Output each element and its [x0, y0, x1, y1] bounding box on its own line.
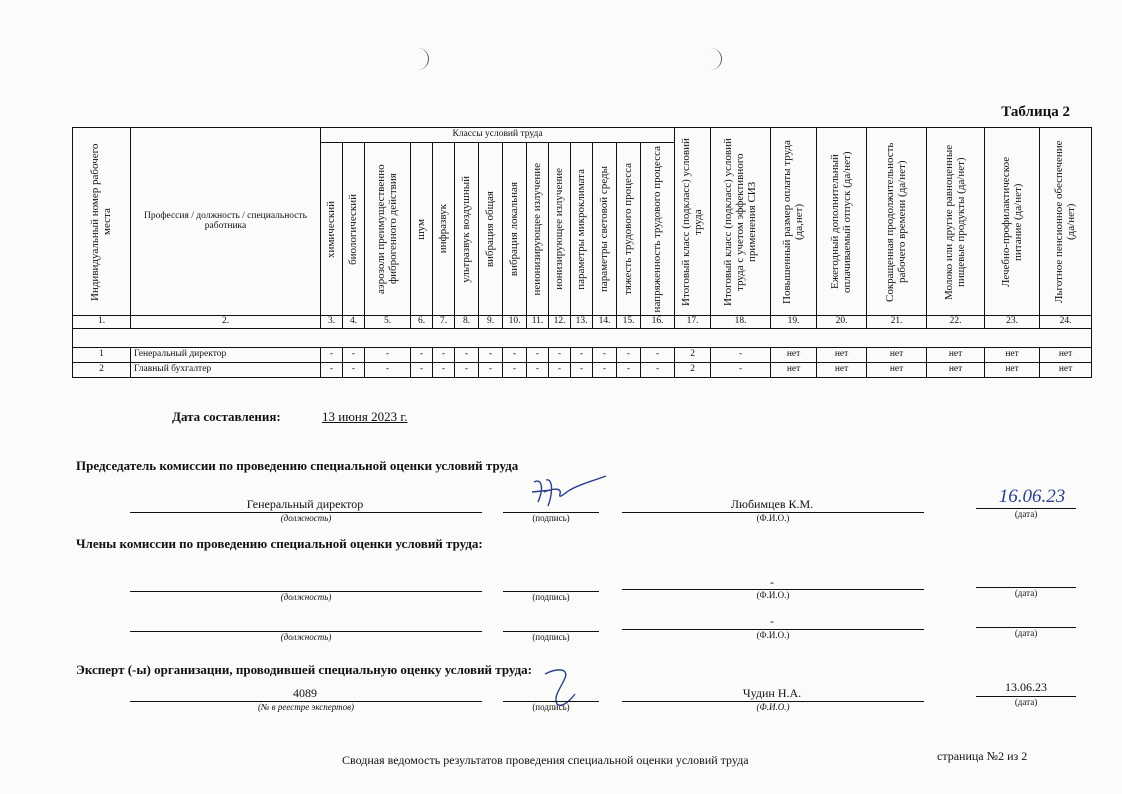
header-milk: Молоко или другие равноценные пищевые продукты (да/нет) [927, 128, 985, 316]
table-cell: - [617, 363, 641, 378]
header-extra-pay: Повышенный размер оплаты труда (да,нет) [771, 128, 817, 316]
header-factor: параметры световой среды [593, 143, 617, 316]
column-number-cell: 8. [455, 316, 479, 329]
column-number-cell: 23. [985, 316, 1040, 329]
header-factor: вибрация общая [479, 143, 503, 316]
column-number-cell: 10. [503, 316, 527, 329]
table-row [73, 348, 1092, 363]
header-factor: химический [321, 143, 343, 316]
column-number-cell: 4. [343, 316, 365, 329]
table-cell: - [711, 348, 771, 363]
table-cell: - [343, 363, 365, 378]
member-signature-caption: (подпись) [532, 592, 570, 602]
chairman-date: 16.06.23 [998, 486, 1066, 507]
footer-title: Сводная ведомость результатов проведения специальной оценки условий труда [342, 753, 749, 767]
header-factor: неионизирующее излучение [527, 143, 549, 316]
table-cell: нет [817, 363, 867, 378]
table-cell: - [593, 363, 617, 378]
header-factor: вибрация локальная [503, 143, 527, 316]
table-cell: - [479, 363, 503, 378]
header-factor: шум [411, 143, 433, 316]
punch-hole-right [707, 48, 722, 70]
expert-signature-caption: (подпись) [532, 702, 570, 712]
header-treatment-food: Лечебно-профилактическое питание (да/нет) [985, 128, 1040, 316]
member-date-caption: (дата) [1014, 588, 1038, 598]
table-cell: - [411, 348, 433, 363]
header-workplace-number: Индивидуальный номер рабочего места [73, 128, 131, 316]
column-number-cell: 17. [675, 316, 711, 329]
table-cell: нет [1040, 348, 1092, 363]
table-cell: нет [927, 348, 985, 363]
table-cell: - [321, 363, 343, 378]
column-number-cell: 24. [1040, 316, 1092, 329]
expert-name: Чудин Н.А. [742, 686, 802, 700]
header-factor: биологический [343, 143, 365, 316]
column-number-cell: 12. [549, 316, 571, 329]
table-cell: - [455, 348, 479, 363]
header-factor: инфразвук [433, 143, 455, 316]
table-cell: - [503, 348, 527, 363]
table-cell: нет [867, 363, 927, 378]
column-number-row [73, 316, 1092, 329]
table-cell: - [571, 363, 593, 378]
table-cell: 2 [73, 363, 131, 378]
chairman-position: Генеральный директор [246, 497, 364, 511]
column-number-cell: 22. [927, 316, 985, 329]
chairman-position-caption: (должность) [280, 513, 332, 523]
table-cell: - [365, 363, 411, 378]
table-cell: - [433, 348, 455, 363]
member-position-caption: (должность) [280, 632, 332, 642]
table-cell: - [411, 363, 433, 378]
table-cell-profession: Генеральный директор [131, 348, 321, 363]
table-cell: - [549, 363, 571, 378]
expert-date: 13.06.23 [1005, 680, 1047, 694]
chairman-name-caption: (Ф.И.О.) [756, 513, 790, 523]
column-number-cell: 20. [817, 316, 867, 329]
table-cell: - [711, 363, 771, 378]
table-cell: нет [771, 363, 817, 378]
header-profession: Профессия / должность / специальность работника [131, 128, 321, 316]
member-name-caption: (Ф.И.О.) [756, 590, 790, 600]
footer-page-number: страница №2 из 2 [937, 749, 1028, 763]
table-cell: - [527, 348, 549, 363]
expert-name-caption: (Ф.И.О.) [756, 702, 790, 712]
table-cell: нет [771, 348, 817, 363]
column-number-cell: 19. [771, 316, 817, 329]
column-number-cell: 11. [527, 316, 549, 329]
column-number-cell: 21. [867, 316, 927, 329]
table-cell: - [549, 348, 571, 363]
table-cell: - [343, 348, 365, 363]
table-cell: - [503, 363, 527, 378]
expert-heading: Эксперт (-ы) организации, проводившей специальную оценку условий труда: [76, 662, 532, 677]
header-extra-leave: Ежегодный дополнительный оплачиваемый отпуск (да/нет) [817, 128, 867, 316]
chairman-name: Любимцев К.М. [730, 497, 814, 511]
header-factor: параметры микроклимата [571, 143, 593, 316]
member-name-caption: (Ф.И.О.) [756, 630, 790, 640]
column-number-cell: 14. [593, 316, 617, 329]
header-factor: напряженность трудового процесса [641, 143, 675, 316]
table-cell: нет [1040, 363, 1092, 378]
table-cell: - [365, 348, 411, 363]
header-factor: аэрозоли преимущественно фиброгенного действия [365, 143, 411, 316]
table-cell: нет [867, 348, 927, 363]
column-number-cell: 3. [321, 316, 343, 329]
table-cell: - [455, 363, 479, 378]
table-cell: - [571, 348, 593, 363]
header-factor: тяжесть трудового процесса [617, 143, 641, 316]
table-cell-profession: Главный бухгалтер [131, 363, 321, 378]
column-number-cell: 18. [711, 316, 771, 329]
table-cell: - [479, 348, 503, 363]
header-final-class-siz: Итоговый класс (подкласс) условий труда с учетом эффективного применения СИЗ [711, 128, 771, 316]
table-cell: - [641, 348, 675, 363]
chairman-signature-icon [520, 470, 610, 515]
chairman-date-caption: (дата) [1014, 509, 1038, 519]
column-number-cell: 15. [617, 316, 641, 329]
column-number-cell: 9. [479, 316, 503, 329]
table-cell: 2 [675, 363, 711, 378]
table-cell: нет [927, 363, 985, 378]
table-cell: - [617, 348, 641, 363]
member-position-caption: (должность) [280, 592, 332, 602]
table-cell: - [433, 363, 455, 378]
members-heading: Члены комиссии по проведению специальной оценки условий труда: [76, 536, 483, 551]
header-reduced-time: Сокращенная продолжительность рабочего времени (да/нет) [867, 128, 927, 316]
table-title: Таблица 2 [1001, 104, 1070, 120]
table-cell: - [527, 363, 549, 378]
member-signature-caption: (подпись) [532, 632, 570, 642]
column-number-cell: 2. [131, 316, 321, 329]
member-date-caption: (дата) [1014, 628, 1038, 638]
column-number-cell: 7. [433, 316, 455, 329]
member-name: - [770, 575, 774, 589]
expert-registry-caption: (№ в реестре экспертов) [257, 702, 355, 712]
table-cell: - [321, 348, 343, 363]
date-label: Дата составления: [172, 409, 281, 424]
expert-date-caption: (дата) [1014, 697, 1038, 707]
table-cell: нет [817, 348, 867, 363]
results-table [72, 127, 1092, 378]
header-factor: ионизирующее излучение [549, 143, 571, 316]
empty-row [73, 329, 1092, 348]
table-cell: - [593, 348, 617, 363]
column-number-cell: 13. [571, 316, 593, 329]
table-cell: - [641, 363, 675, 378]
date-value: 13 июня 2023 г. [322, 409, 408, 424]
header-classes-group: Классы условий труда [321, 128, 675, 143]
member-name: - [770, 614, 774, 628]
table-row [73, 363, 1092, 378]
chairman-heading: Председатель комиссии по проведению специальной оценки условий труда [76, 458, 519, 473]
column-number-cell: 6. [411, 316, 433, 329]
column-number-cell: 16. [641, 316, 675, 329]
punch-hole-left [414, 48, 429, 70]
header-pension: Льготное пенсионное обеспечение (да/нет) [1040, 128, 1092, 316]
column-number-cell: 1. [73, 316, 131, 329]
table-cell: нет [985, 348, 1040, 363]
table-cell: 2 [675, 348, 711, 363]
table-cell: 1 [73, 348, 131, 363]
column-number-cell: 5. [365, 316, 411, 329]
chairman-signature-caption: (подпись) [532, 513, 570, 523]
header-factor: ультразвук воздушный [455, 143, 479, 316]
expert-registry: 4089 [293, 686, 317, 700]
header-final-class: Итоговый класс (подкласс) условий труда [675, 128, 711, 316]
table-cell: нет [985, 363, 1040, 378]
